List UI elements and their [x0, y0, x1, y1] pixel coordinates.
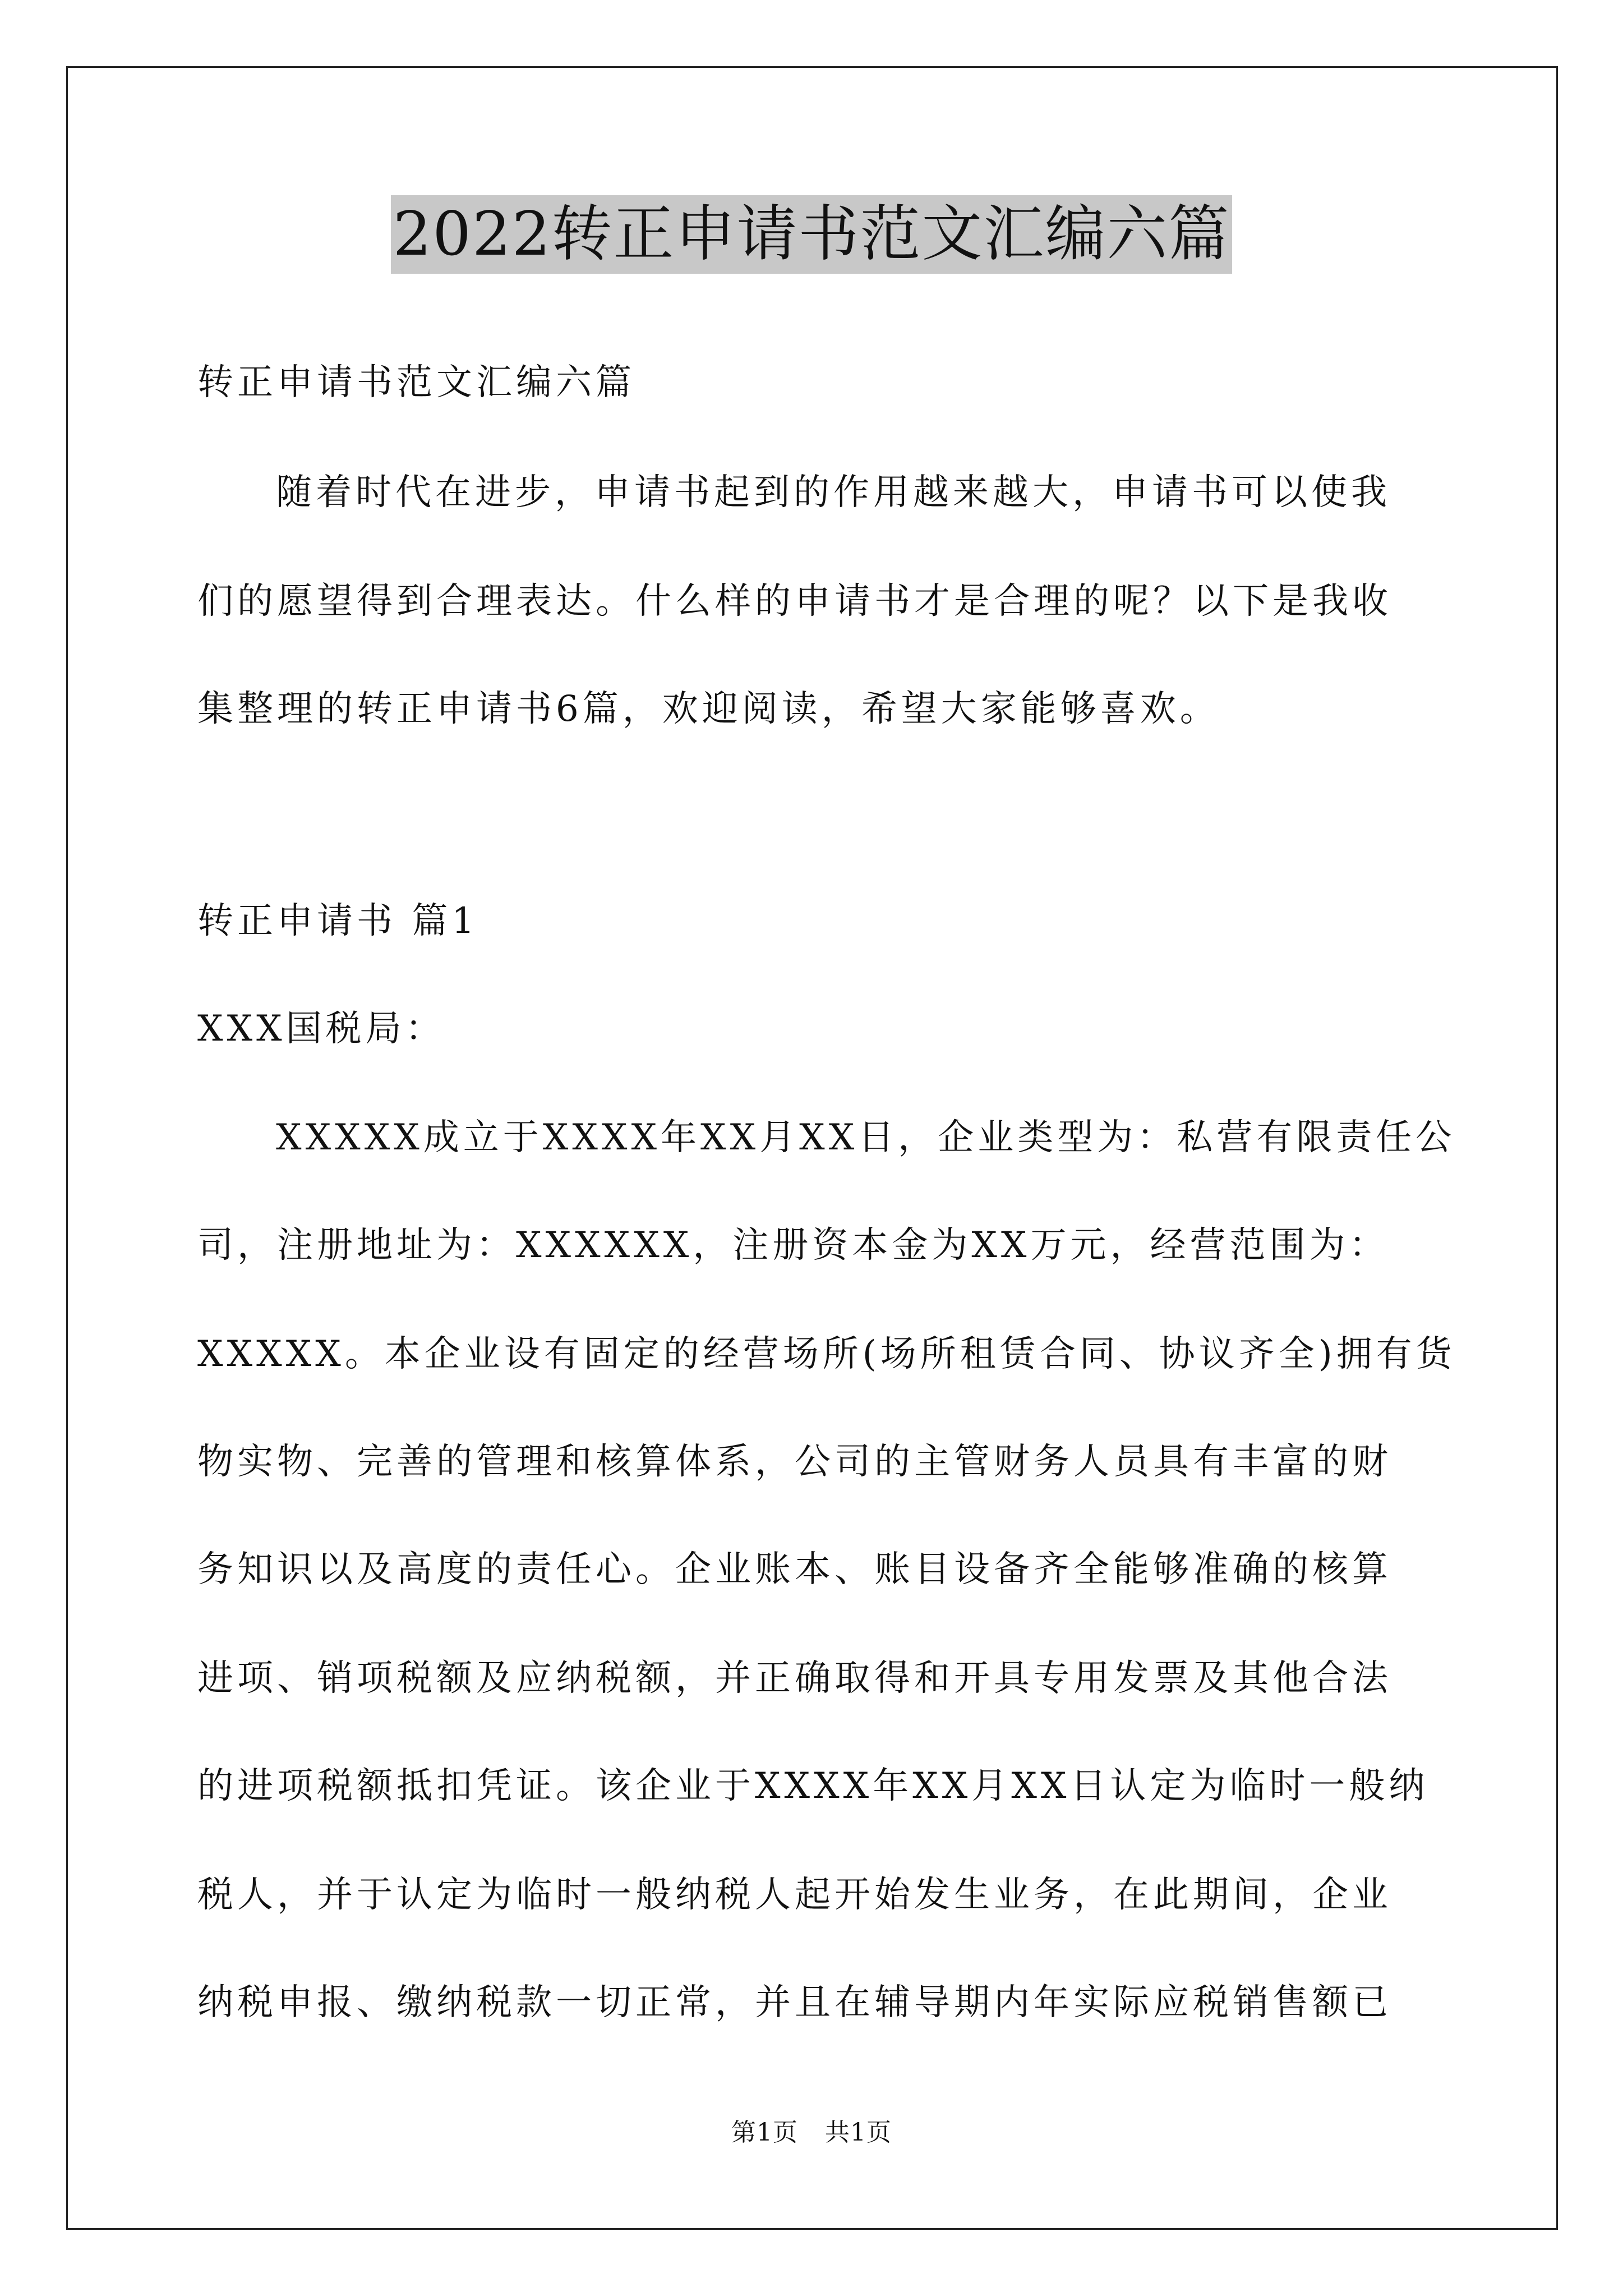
body-line: 的进项税额抵扣凭证。该企业于XXXX年XX月XX日认定为临时一般纳 — [197, 1765, 1429, 1807]
subtitle: 转正申请书范文汇编六篇 — [197, 362, 635, 403]
body-line: 务知识以及高度的责任心。企业账本、账目设备齐全能够准确的核算 — [197, 1549, 1392, 1590]
body-line: XXXXX成立于XXXX年XX月XX日，企业类型为：私营有限责任公 — [276, 1117, 1456, 1158]
section-heading: 转正申请书 篇1 — [197, 900, 479, 942]
body-line: 进项、销项税额及应纳税额，并正确取得和开具专用发票及其他合法 — [197, 1658, 1392, 1699]
title-container — [0, 195, 1623, 274]
body-line: 税人，并于认定为临时一般纳税人起开始发生业务，在此期间，企业 — [197, 1874, 1392, 1916]
salutation: XXX国税局： — [197, 1008, 445, 1050]
page-total: 共1页 — [825, 2118, 892, 2147]
body-line: 物实物、完善的管理和核算体系，公司的主管财务人员具有丰富的财 — [197, 1441, 1392, 1483]
page-number: 第1页 — [731, 2118, 798, 2147]
body-line: 纳税申报、缴纳税款一切正常，并且在辅导期内年实际应税销售额已 — [197, 1982, 1392, 2023]
page-footer — [0, 2112, 1623, 2148]
body-line: 司，注册地址为：XXXXXX，注册资本金为XX万元，经营范围为： — [197, 1225, 1389, 1266]
document-title: 2022转正申请书范文汇编六篇 — [391, 195, 1233, 274]
intro-line: 们的愿望得到合理表达。什么样的申请书才是合理的呢？以下是我收 — [197, 581, 1392, 622]
body-line: XXXXX。本企业设有固定的经营场所(场所租赁合同、协议齐全)拥有货 — [197, 1333, 1456, 1375]
intro-line: 随着时代在进步，申请书起到的作用越来越大，申请书可以使我 — [276, 472, 1391, 513]
intro-line: 集整理的转正申请书6篇，欢迎阅读，希望大家能够喜欢。 — [197, 688, 1220, 730]
